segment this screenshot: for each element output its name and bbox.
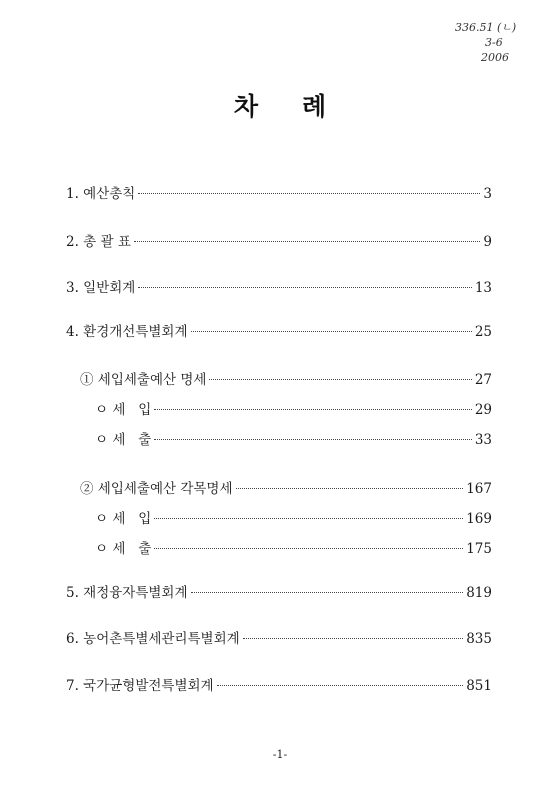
toc-entry-label: 6. 농어촌특별세관리특별회계 bbox=[66, 631, 240, 647]
dot-leader bbox=[243, 638, 464, 639]
toc-entry-revenue-expenditure-details[interactable] bbox=[80, 370, 492, 390]
toc-entry-label: ㅇ 세 입 bbox=[95, 402, 152, 418]
dot-leader bbox=[209, 379, 471, 380]
toc-entry-fiscal-loan-special-account[interactable] bbox=[66, 583, 492, 603]
toc-entry-label: ㅇ 세 출 bbox=[95, 541, 152, 557]
dot-leader bbox=[138, 287, 471, 288]
dot-leader bbox=[134, 241, 481, 242]
toc-entry-page: 851 bbox=[466, 678, 492, 694]
handwritten-line-1: 336.51 (ㄴ) bbox=[455, 21, 517, 34]
dot-leader bbox=[138, 193, 480, 194]
dot-leader bbox=[217, 685, 464, 686]
toc-entry-page: 9 bbox=[483, 234, 492, 250]
toc-entry-page: 27 bbox=[474, 372, 492, 388]
toc-entry-expenditure-2[interactable] bbox=[95, 539, 492, 559]
dot-leader bbox=[191, 592, 464, 593]
toc-entry-budget-general-provisions[interactable] bbox=[66, 184, 492, 204]
toc-entry-general-account[interactable] bbox=[66, 278, 492, 298]
dot-leader bbox=[154, 439, 472, 440]
dot-leader bbox=[191, 331, 472, 332]
toc-entry-summary-table[interactable] bbox=[66, 232, 492, 252]
toc-entry-revenue-expenditure-item-details[interactable] bbox=[80, 479, 492, 499]
toc-entry-label: 4. 환경개선특별회계 bbox=[66, 324, 188, 340]
page-number-footer: -1- bbox=[272, 748, 288, 761]
toc-entry-environment-special-account[interactable] bbox=[66, 322, 492, 342]
handwritten-line-3: 2006 bbox=[481, 51, 509, 64]
toc-entry-expenditure-1[interactable] bbox=[95, 430, 492, 450]
toc-entry-label: ㅇ 세 입 bbox=[95, 511, 152, 527]
toc-entry-label: 1. 예산총칙 bbox=[66, 186, 136, 202]
dot-leader bbox=[154, 409, 472, 410]
handwritten-line-2: 3-6 bbox=[485, 36, 503, 49]
toc-entry-page: 3 bbox=[483, 186, 492, 202]
toc-entry-page: 25 bbox=[474, 324, 492, 340]
toc-entry-label: ② 세입세출예산 각목명세 bbox=[80, 481, 233, 497]
toc-entry-page: 835 bbox=[466, 631, 492, 647]
toc-entry-page: 819 bbox=[466, 585, 492, 601]
dot-leader bbox=[154, 518, 463, 519]
toc-entry-page: 29 bbox=[474, 402, 492, 418]
toc-entry-page: 33 bbox=[474, 432, 492, 448]
toc-entry-page: 169 bbox=[466, 511, 492, 527]
toc-entry-rural-special-tax-account[interactable] bbox=[66, 629, 492, 649]
toc-entry-label: ㅇ 세 출 bbox=[95, 432, 152, 448]
toc-entry-revenue-2[interactable] bbox=[95, 509, 492, 529]
toc-entry-label: 3. 일반회계 bbox=[66, 280, 136, 296]
toc-entry-page: 175 bbox=[466, 541, 492, 557]
toc-entry-label: 5. 재정융자특별회계 bbox=[66, 585, 188, 601]
toc-entry-label: 7. 국가균형발전특별회계 bbox=[66, 678, 214, 694]
toc-entry-revenue-1[interactable] bbox=[95, 400, 492, 420]
toc-entry-page: 13 bbox=[474, 280, 492, 296]
toc-entry-label: ① 세입세출예산 명세 bbox=[80, 372, 207, 388]
toc-entry-page: 167 bbox=[466, 481, 492, 497]
toc-entry-balanced-development-account[interactable] bbox=[66, 676, 492, 696]
page-title: 차례 bbox=[233, 92, 371, 121]
dot-leader bbox=[154, 548, 463, 549]
dot-leader bbox=[236, 488, 464, 489]
toc-entry-label: 2. 총 괄 표 bbox=[66, 234, 131, 250]
